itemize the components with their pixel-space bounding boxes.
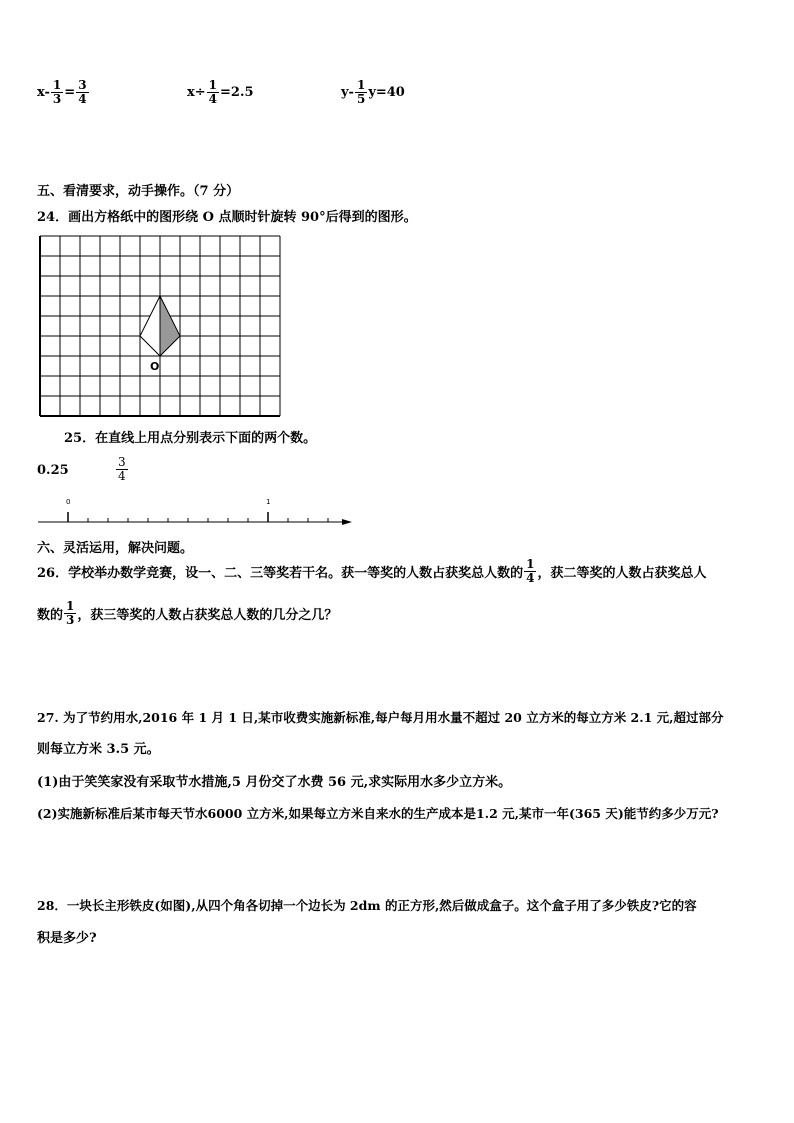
question-27-sub-2: (2)实施新标准后某市每天节水6000 立方米,如果每立方米自来水的生产成本是1.2 元,某市一年(365 天)能节约多少万元? [37, 806, 719, 821]
kite-shape [140, 296, 180, 356]
eq1-fraction-1: $\frac{1}{3}$ [52, 78, 62, 106]
eq3-fraction: $\frac{1}{5}$ [356, 78, 366, 106]
eq2-suffix: =2.5 [220, 85, 254, 100]
kite-right-half-shaded [160, 296, 180, 356]
question-25-text: 25．在直线上用点分别表示下面的两个数。 [64, 431, 317, 446]
question-28-line-1: 28．一块长主形铁皮(如图),从四个角各切掉一个边长为 2dm 的正方形,然后做成盒子。这个盒子用了多少铁皮?它的容 [37, 898, 697, 913]
section-5-title: 五、看清要求，动手操作。（7 分） [37, 184, 240, 199]
point-o-label: O [150, 360, 160, 373]
number-line-ticks [68, 512, 328, 522]
eq1-fraction-2: $\frac{3}{4}$ [78, 78, 87, 106]
question-27-line-1: 27. 为了节约用水,2016 年 1 月 1 日,某市收费实施新标准,每户每月用水量不超过 20 立方米的每立方米 2.1 元,超过部分 [37, 710, 724, 725]
number-line [36, 494, 356, 528]
equation-2 [187, 79, 254, 106]
q26-fraction-2: $\frac{1}{3}$ [66, 599, 75, 627]
eq2-prefix: x÷ [187, 85, 206, 100]
eq2-fraction: $\frac{1}{4}$ [208, 78, 218, 106]
question-28-line-2: 积是多少? [37, 931, 97, 946]
question-26-line-1: 26．学校举办数学竞赛，设一、二、三等奖若干名。获一等奖的人数占获奖总人数的 $\frac{1}{4}$ ，获二等奖的人数占获奖总人 [37, 557, 707, 585]
tick-label-1: 1 [266, 498, 271, 506]
tick-label-0: 0 [66, 498, 71, 506]
kite-left-half [140, 296, 160, 356]
question-27-sub-1: (1)由于笑笑家没有采取节水措施,5 月份交了水费 56 元,求实际用水多少立方米。 [37, 775, 512, 790]
number-line-arrow [342, 519, 352, 525]
eq1-equals: = [64, 85, 76, 100]
eq1-prefix: x- [37, 85, 50, 100]
question-27-line-2: 则每立方米 3.5 元。 [37, 742, 160, 757]
equation-1 [37, 79, 90, 106]
question-24-text: 24．画出方格纸中的图形绕 O 点顺时针旋转 90°后得到的图形。 [37, 210, 417, 225]
eq3-suffix: y=40 [368, 85, 405, 100]
question-26-line-2: 数的 $\frac{1}{3}$ ，获三等奖的人数占获奖总人数的几分之几？ [37, 599, 338, 627]
q25-number-fraction: $\frac{3}{4}$ [118, 455, 126, 483]
q25-number-decimal: 0.25 [37, 463, 69, 478]
section-6-title: 六、灵活运用，解决问题。 [37, 541, 194, 556]
q26-fraction-1: $\frac{1}{4}$ [526, 557, 535, 585]
rotation-grid-figure [36, 232, 286, 422]
equation-3 [341, 79, 405, 106]
eq3-prefix: y- [341, 85, 354, 100]
